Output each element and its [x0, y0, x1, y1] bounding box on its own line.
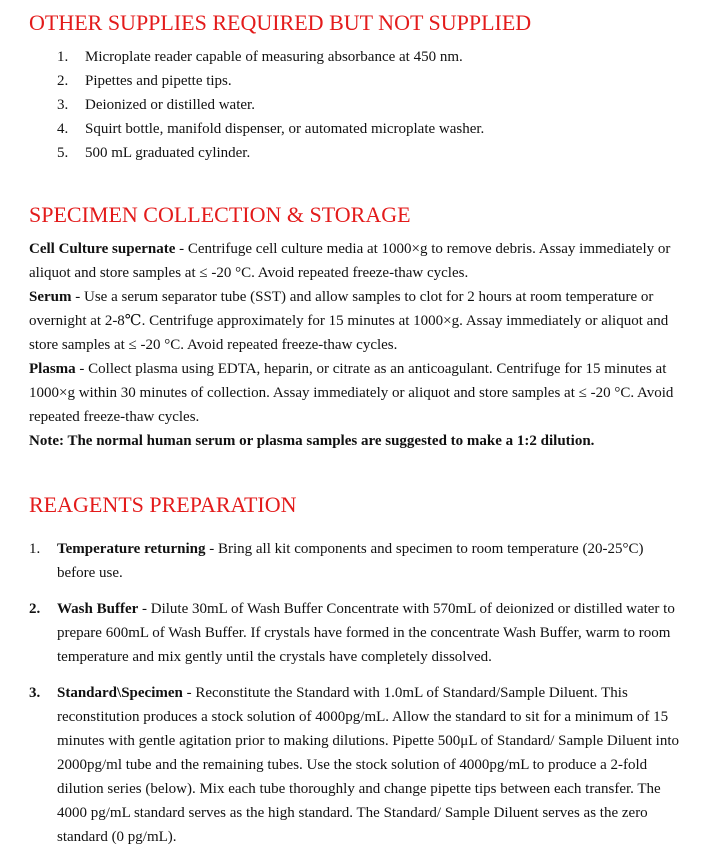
item-text: Microplate reader capable of measuring absorbance at 450 nm. [85, 49, 463, 65]
paragraph-serum [29, 285, 690, 357]
item-number: 1. [57, 49, 69, 65]
dilution-note: Note: The normal human serum or plasma samples are suggested to make a 1:2 dilution. [29, 433, 595, 449]
list-item [29, 141, 684, 165]
term: Wash Buffer [57, 601, 139, 617]
list-item [29, 597, 684, 669]
item-number: 4. [57, 121, 69, 137]
heading-other-supplies: OTHER SUPPLIES REQUIRED BUT NOT SUPPLIED [29, 10, 532, 35]
list-item [29, 45, 684, 69]
specimen-text [29, 237, 690, 453]
paragraph-cell-culture [29, 237, 690, 285]
item-number: 1. [29, 541, 41, 557]
heading-specimen-collection: SPECIMEN COLLECTION & STORAGE [29, 202, 411, 227]
item-number: 3. [57, 97, 69, 113]
list-item [29, 681, 684, 849]
term: Cell Culture supernate [29, 241, 176, 257]
item-number: 2. [29, 601, 41, 617]
list-item [29, 93, 684, 117]
item-text: - Reconstitute the Standard with 1.0mL of Standard/Sample Diluent. This reconstitution produces a stock solution of 4000pg/mL. Allow the standard to sit for a minimum of 15 minutes with gentle agitation prior to making dilutions. Pipette 500μL of Standard/ Sample Diluent into 2000pg/ml tube and the remaining tubes. Use the stock solution of 4000pg/mL to produce a 2-fold dilution series (below). Mix each tube thoroughly and change pipette tips between each transfer. The 4000 pg/mL standard serves as the high standard. The Standard/ Sample Diluent serves as the zero standard (0 pg/mL). [57, 685, 679, 845]
paragraph-text: - Collect plasma using EDTA, heparin, or citrate as an anticoagulant. Centrifuge for 15 minutes at 1000×g within 30 minutes of collection. Assay immediately or aliquot and store samples at ≤ -20 °C. Avoid repeated freeze-thaw cycles. [29, 361, 674, 425]
item-text: Pipettes and pipette tips. [85, 73, 232, 89]
paragraph-text: - Use a serum separator tube (SST) and allow samples to clot for 2 hours at room temperature or overnight at 2-8℃. Centrifuge approximately for 15 minutes at 1000×g. Assay immediately or aliquot and store samples at ≤ -20 °C. Avoid repeated freeze-thaw cycles. [29, 289, 669, 353]
term: Serum [29, 289, 72, 305]
item-text: Deionized or distilled water. [85, 97, 255, 113]
term: Standard\Specimen [57, 685, 183, 701]
term: Temperature returning [57, 541, 206, 557]
reagents-list [29, 537, 684, 849]
term: Plasma [29, 361, 76, 377]
list-item [29, 537, 684, 585]
paragraph-plasma [29, 357, 690, 429]
item-text: - Dilute 30mL of Wash Buffer Concentrate with 570mL of deionized or distilled water to prepare 600mL of Wash Buffer. If crystals have formed in the concentrate Wash Buffer, warm to room temperature and mix gently until the crystals have completely dissolved. [57, 601, 675, 665]
list-item [29, 117, 684, 141]
item-text: 500 mL graduated cylinder. [85, 145, 251, 161]
item-number: 5. [57, 145, 69, 161]
item-text: - Bring all kit components and specimen to room temperature (20-25°C) before use. [57, 541, 644, 581]
supplies-list [29, 45, 684, 165]
heading-reagents-preparation: REAGENTS PREPARATION [29, 492, 297, 517]
list-item [29, 69, 684, 93]
item-text: Squirt bottle, manifold dispenser, or automated microplate washer. [85, 121, 485, 137]
item-number: 3. [29, 685, 41, 701]
paragraph-text: - Centrifuge cell culture media at 1000×g to remove debris. Assay immediately or aliquot and store samples at ≤ -20 °C. Avoid repeated freeze-thaw cycles. [29, 241, 671, 281]
item-number: 2. [57, 73, 69, 89]
